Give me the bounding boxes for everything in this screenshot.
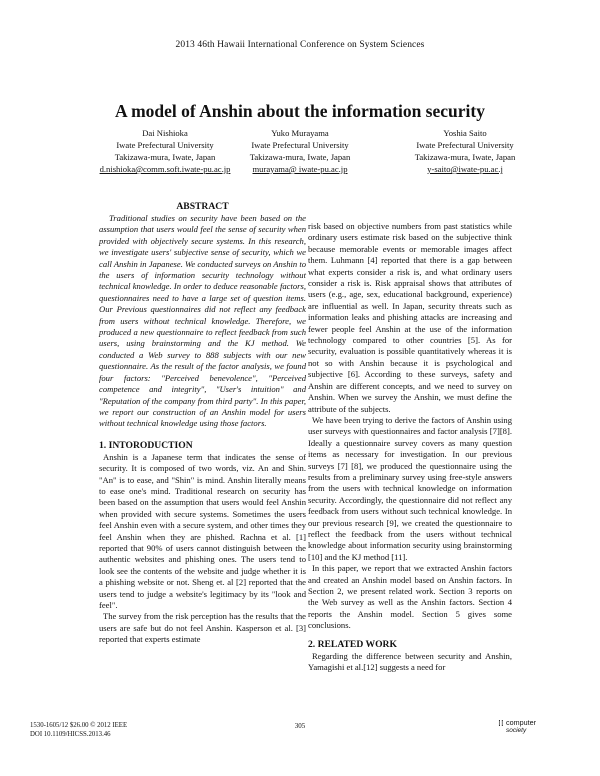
logo-mark-icon: ⁞⁞	[498, 719, 504, 729]
author-affiliation: Iwate Prefectural University	[251, 140, 349, 150]
intro-heading: 1. INTORODUCTION	[99, 439, 193, 451]
abstract-text: Traditional studies on security have been based on the assumption that users would feel the sense of security when provided with objectively secure systems. In this research, we investigate users' subjective sense of security, which we call Anshin in Japanese. We conducted surveys on Anshin to the users of information security technology without technical knowledge. In order to deduce reasonable factors, questionnaires need to have a large set of question items. Our Previous questionnaires did not reflect any feedback from users without technical knowledge. Therefore, we produced a new questionnaire to reflect feedback from such users, using brainstorming and the KJ method. We conducted a Web survey to 888 subjects with our new questionnaire. As the result of the factor analysis, we found four factors: "Perceived benevolence", "Perceived competence and integrity", "User's intuition" and "Reputation of the company from third party". In this paper, we report our construction of an Anshin model for users without technical knowledge using those factors.	[99, 213, 307, 429]
abstract-heading: ABSTRACT	[176, 201, 229, 212]
footer-issn: 1530-1605/12 $26.00 © 2012 IEEE	[30, 722, 128, 729]
author-name: Dai Nishioka	[142, 128, 188, 138]
author-affiliation: Iwate Prefectural University	[116, 140, 214, 150]
related-work-heading: 2. RELATED WORK	[308, 638, 397, 650]
author-block	[380, 127, 550, 175]
footer-doi: DOI 10.1109/HICSS.2013.46	[30, 730, 111, 738]
author-address: Takizawa-mura, Iwate, Japan	[114, 152, 216, 162]
conference-header: 2013 46th Hawaii International Conference on System Sciences	[175, 40, 425, 50]
body-paragraph: In this paper, we report that we extracted Anshin factors and created an Anshin model based on Anshin factors. In Section 2, we present related work. Section 3 reports on the Web survey as well as the Anshin factors. Section 4 reports the Anshin model. Section 5 gives some conclusions.	[308, 563, 512, 631]
page-number: 305	[294, 722, 306, 730]
author-name: Yoshia Saito	[443, 128, 487, 138]
author-affiliation: Iwate Prefectural University	[416, 140, 514, 150]
author-email[interactable]: y-saito@iwate-pu.ac.j	[427, 164, 503, 174]
author-block	[215, 127, 385, 175]
related-work-paragraph: Regarding the difference between security and Anshin, Yamagishi et al.[12] suggests a need for	[308, 650, 512, 673]
intro-paragraph: The survey from the risk perception has the results that the users are safe but do not feel Anshin. Kasperson et al. [3] reported that experts estimate	[99, 611, 306, 645]
author-email[interactable]: d.nishioka@comm.soft.iwate-pu.ac.jp	[99, 164, 231, 174]
body-paragraph: We have been trying to derive the factors of Anshin using user surveys with questionnaires and factor analysis [7][8]. Ideally a questionnaire survey covers as many question items as necessary for investigation. In our previous surveys [7] [8], we produced the questionnaire using the results from a preliminary survey using free-style answers from the users with technical knowledge on information security. Accordingly, the questionnaire did not reflect any feedback from users without such technical knowledge. In our previous research [9], we created the questionnaire to reflect the feedback from the users without technical knowledge about information security using brainstorming [10] and the KJ method [11].	[308, 414, 512, 562]
paper-title: A model of Anshin about the information security	[115, 101, 485, 121]
body-paragraph: risk based on objective numbers from past statistics while ordinary users estimate risk based on the subjective think because memorable events or memorable images affect them. Luhmann [4] reported that there is a gap between what experts consider a risk is, and what ordinary users consider a risk is. Risk appraisal shows that attributes of users (e.g., age, sex, educational background, experience) are influential as well. In Japan, security threats such as information leaks and phishing attacks are increasing and fewer people feel Anshin at the use of the information technology compared to other countries [5]. As for security, evaluation is possible quantitatively whereas it is not so with Anshin because it is psychological and subjective [6]. According to these surveys, safety and Anshin are different concepts, and we need to survey on Anshin. When we survey the Anshin, we must define the attribute of the subjects.	[308, 221, 512, 414]
author-name: Yuko Murayama	[271, 128, 329, 138]
intro-paragraph: Anshin is a Japanese term that indicates the sense of security. It is composed of two words, viz. An and Shin. "An" is to ease, and "Shin" is mind. Anshin literally means to ease one's mind. Traditional research on security has been based on the assumption that users would feel Anshin when provided with secure systems. Sometimes the users feel Anshin even with a secure system, and other times they feel Anshin when they are phished. Rachna et al. [1] reported that 90% of users cannot distinguish between the authentic websites and phishing ones. The users tend to look see the contents of the website and judge whether it is a phishing website or not. Sheng et. al [2] reported that the users tend to judge a website's legitimacy by its "look and feel".	[99, 451, 306, 610]
logo-line-1: computer	[506, 718, 536, 727]
computer-society-logo	[498, 719, 540, 739]
right-column	[308, 221, 512, 673]
author-email[interactable]: murayama@ iwate-pu.ac.jp	[252, 164, 348, 174]
left-column	[99, 200, 306, 646]
author-address: Takizawa-mura, Iwate, Japan	[414, 152, 516, 162]
author-address: Takizawa-mura, Iwate, Japan	[249, 152, 351, 162]
logo-line-2: society	[506, 727, 527, 734]
